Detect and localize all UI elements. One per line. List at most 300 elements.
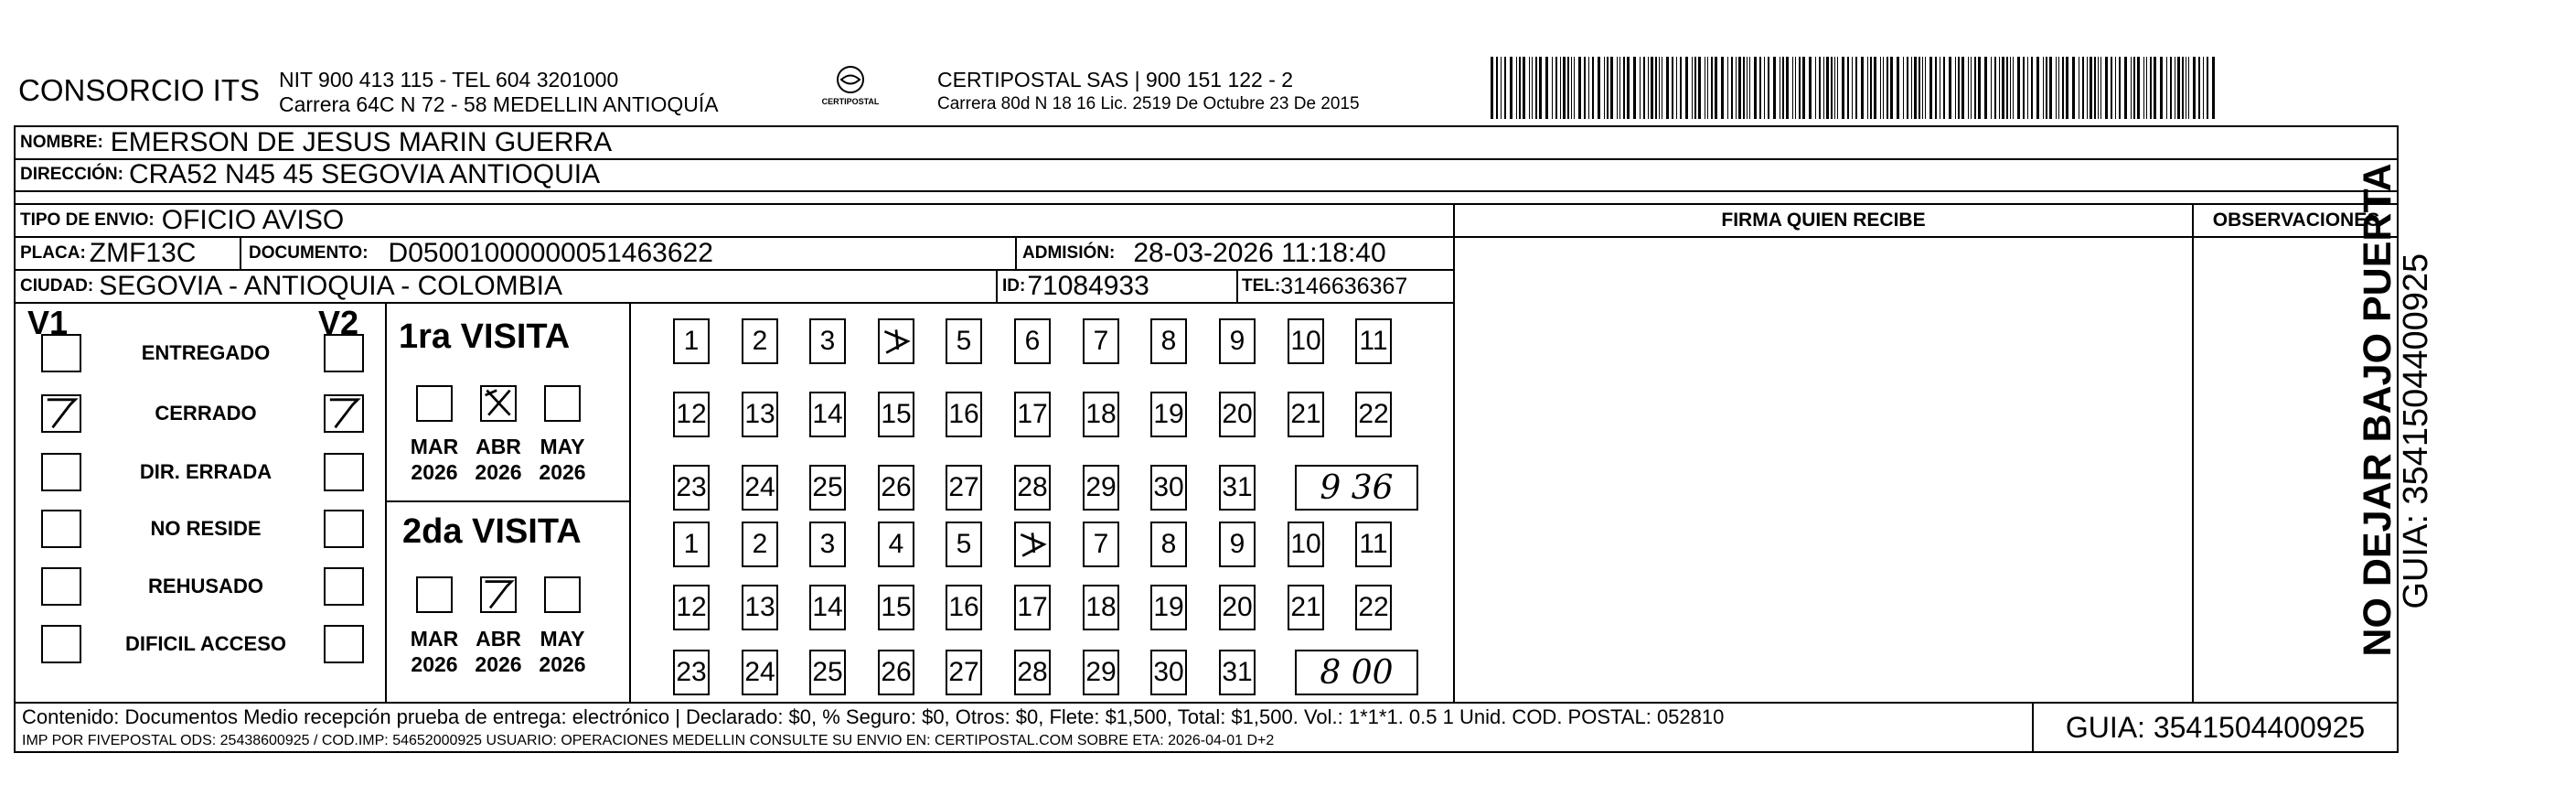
visit-2-day-17[interactable]	[1014, 585, 1051, 630]
barcode-bar	[1949, 57, 1951, 119]
visit-2-month-box-0[interactable]	[416, 576, 453, 613]
visit-2-day-14[interactable]	[809, 585, 846, 630]
direccion-value: CRA52 N45 45 SEGOVIA ANTIOQUIA	[128, 159, 601, 189]
barcode-bar	[1903, 57, 1904, 119]
month-year: 2026	[411, 652, 458, 676]
v2-checkbox-0[interactable]	[324, 334, 364, 372]
visit-1-month-box-1[interactable]	[480, 385, 517, 422]
day-number: 30	[1153, 657, 1184, 687]
barcode-bar	[1749, 57, 1750, 119]
barcode-bar	[1747, 57, 1748, 119]
barcode	[1491, 57, 2222, 119]
barcode-bar	[2010, 57, 2011, 119]
barcode-bar	[1491, 57, 1493, 119]
barcode-bar	[2100, 57, 2101, 119]
visit-2-day-31[interactable]	[1219, 650, 1256, 695]
barcode-bar	[1809, 57, 1812, 119]
barcode-bar	[1786, 57, 1789, 119]
barcode-bar	[1610, 57, 1613, 119]
visit-1-day-2[interactable]	[742, 318, 778, 364]
day-number: 1	[683, 529, 700, 559]
barcode-bar	[2031, 57, 2033, 119]
month-name: ABR	[476, 627, 521, 651]
day-number: 26	[881, 657, 912, 687]
visit-1-month-box-2[interactable]	[544, 385, 581, 422]
barcode-bar	[1633, 57, 1636, 119]
status-label: DIR. ERRADA	[139, 460, 273, 483]
ciudad-label: CIUDAD:	[20, 276, 94, 296]
ciudad-value: SEGOVIA - ANTIOQUIA - COLOMBIA	[99, 271, 562, 301]
day-number: 5	[956, 326, 972, 356]
barcode-bar	[1655, 57, 1657, 119]
day-number: 21	[1290, 399, 1321, 429]
day-number: 20	[1222, 399, 1253, 429]
visit-1-day-27[interactable]	[946, 465, 982, 511]
visit-1-day-18[interactable]	[1083, 392, 1119, 437]
visit-2-title: 2da VISITA	[402, 512, 582, 551]
barcode-bar	[2062, 57, 2064, 119]
handwritten-mark	[482, 387, 515, 420]
status-label: NO RESIDE	[150, 517, 262, 540]
visit-1-day-21[interactable]	[1288, 392, 1324, 437]
barcode-bar	[2166, 57, 2167, 119]
day-number: 29	[1085, 657, 1117, 687]
barcode-bar	[2177, 57, 2180, 119]
day-number: 12	[676, 399, 707, 429]
v2-checkbox-3[interactable]	[324, 510, 364, 548]
barcode-bar	[1883, 57, 1884, 119]
v2-checkbox-4[interactable]	[324, 567, 364, 606]
month-year: 2026	[475, 652, 522, 676]
admision-value: 28-03-2026 11:18:40	[1133, 238, 1386, 268]
barcode-bar	[1588, 57, 1589, 119]
visit-1-day-30[interactable]	[1150, 465, 1187, 511]
barcode-bar	[1874, 57, 1876, 119]
barcode-bar	[1685, 57, 1688, 119]
barcode-bar	[1887, 57, 1888, 119]
barcode-bar	[2082, 57, 2084, 119]
barcode-bar	[1552, 57, 1553, 119]
visit-2-day-27[interactable]	[946, 650, 982, 695]
barcode-bar	[2133, 57, 2135, 119]
barcode-bar	[1627, 57, 1630, 119]
month-year: 2026	[411, 460, 458, 484]
barcode-bar	[2119, 57, 2121, 119]
barcode-bar	[2188, 57, 2189, 119]
nombre-value: EMERSON DE JESUS MARIN GUERRA	[110, 127, 613, 157]
day-number: 5	[956, 529, 972, 559]
v1-checkbox-2[interactable]	[41, 453, 81, 491]
day-number: 28	[1017, 657, 1048, 687]
barcode-bar	[2002, 57, 2004, 119]
barcode-bar	[1598, 57, 1600, 119]
month-year: 2026	[475, 460, 522, 484]
v2-checkbox-1[interactable]	[324, 394, 364, 433]
day-number: 30	[1153, 472, 1184, 502]
visit-2-day-1[interactable]	[673, 522, 710, 567]
visit-1-day-5[interactable]	[946, 318, 982, 364]
day-number: 29	[1085, 472, 1117, 502]
tel-label: TEL:	[1242, 276, 1281, 296]
visit-2-month-label-2	[530, 626, 594, 677]
barcode-bar	[1738, 57, 1741, 119]
barcode-bar	[1867, 57, 1868, 119]
day-number: 11	[1359, 326, 1388, 356]
divider-observaciones	[2192, 203, 2194, 702]
barcode-bar	[1759, 57, 1761, 119]
visit-1-time-handwritten: 9 36	[1295, 465, 1418, 511]
visit-2-day-2[interactable]	[742, 522, 778, 567]
handwritten-mark	[1016, 523, 1049, 565]
barcode-bar	[1643, 57, 1645, 119]
visit-1-day-22[interactable]	[1355, 392, 1392, 437]
visit-2-day-30[interactable]	[1150, 650, 1187, 695]
visit-1-day-17[interactable]	[1014, 392, 1051, 437]
barcode-bar	[1855, 57, 1857, 119]
tipo-value: OFICIO AVISO	[161, 205, 345, 235]
visit-2-day-9[interactable]	[1219, 522, 1256, 567]
visit-1-day-23[interactable]	[673, 465, 710, 511]
day-number: 17	[1017, 399, 1048, 429]
status-label: ENTREGADO	[141, 341, 271, 364]
visit-2-day-18[interactable]	[1083, 585, 1119, 630]
barcode-bar	[2036, 57, 2039, 119]
barcode-bar	[1974, 57, 1976, 119]
v2-checkbox-5[interactable]	[324, 625, 364, 663]
admision-row	[1022, 237, 1386, 270]
visit-1-day-24[interactable]	[742, 465, 778, 511]
documento-label: DOCUMENTO:	[249, 243, 369, 263]
day-number: 27	[948, 472, 979, 502]
day-number: 13	[744, 399, 775, 429]
visit-2-day-29[interactable]	[1083, 650, 1119, 695]
v1-label: V1	[27, 304, 69, 341]
barcode-bar	[1501, 57, 1502, 119]
visit-1-day-14[interactable]	[809, 392, 846, 437]
visit-1-day-19[interactable]	[1150, 392, 1187, 437]
barcode-bar	[1560, 57, 1561, 119]
barcode-bar	[1764, 57, 1765, 119]
barcode-bar	[2198, 57, 2200, 119]
barcode-bar	[1711, 57, 1713, 119]
v2-checkbox-2[interactable]	[324, 453, 364, 491]
barcode-bar	[2017, 57, 2020, 119]
barcode-bar	[1555, 57, 1557, 119]
visit-1-day-10[interactable]	[1288, 318, 1324, 364]
visit-1-day-4[interactable]	[878, 318, 914, 364]
barcode-bar	[1623, 57, 1625, 119]
barcode-bar	[1971, 57, 1972, 119]
day-number: 16	[948, 592, 979, 622]
visit-2-day-3[interactable]	[809, 522, 846, 567]
barcode-bar	[1984, 57, 1987, 119]
barcode-bar	[2131, 57, 2132, 119]
day-number: 23	[676, 472, 707, 502]
id-row	[1002, 270, 1149, 303]
barcode-bar	[1890, 57, 1893, 119]
footer-guia: GUIA: 3541504400925	[2065, 711, 2366, 744]
certipostal-logo-icon	[814, 64, 887, 114]
visit-2-day-26[interactable]	[878, 650, 914, 695]
barcode-bar	[1659, 57, 1660, 119]
barcode-bar	[1955, 57, 1956, 119]
footer-imp: IMP POR FIVEPOSTAL ODS: 25438600925 / COD.IMP: 54652000925 USUARIO: OPERACIONES MEDELLIN CONSULTE SU ENVIO EN: CERTIPOSTAL.COM SOBRE ETA: 2026-04-01 D+2	[22, 733, 1275, 748]
visit-2-day-23[interactable]	[673, 650, 710, 695]
visit-1-day-11[interactable]	[1355, 318, 1392, 364]
admision-label: ADMISIÓN:	[1022, 243, 1116, 263]
visit-2-day-15[interactable]	[878, 585, 914, 630]
visit-2-day-8[interactable]	[1150, 522, 1187, 567]
day-number: 3	[819, 326, 836, 356]
barcode-bar	[1504, 57, 1506, 119]
visit-1-day-3[interactable]	[809, 318, 846, 364]
barcode-bar	[1694, 57, 1696, 119]
visit-1-day-28[interactable]	[1014, 465, 1051, 511]
day-number: 9	[1229, 529, 1245, 559]
barcode-bar	[1968, 57, 1969, 119]
visit-2-day-11[interactable]	[1355, 522, 1392, 567]
barcode-bar	[1880, 57, 1881, 119]
visit-2-day-16[interactable]	[946, 585, 982, 630]
visit-2-day-6[interactable]	[1014, 522, 1051, 567]
day-number: 14	[812, 399, 843, 429]
visit-2-day-10[interactable]	[1288, 522, 1324, 567]
day-number: 3	[819, 529, 836, 559]
barcode-bar	[1935, 57, 1937, 119]
barcode-bar	[1870, 57, 1872, 119]
visit-2-day-21[interactable]	[1288, 585, 1324, 630]
visit-2-month-box-2[interactable]	[544, 576, 581, 613]
barcode-bar	[1861, 57, 1864, 119]
day-number: 16	[948, 399, 979, 429]
barcode-bar	[1826, 57, 1829, 119]
day-number: 6	[1024, 326, 1041, 356]
visit-1-day-15[interactable]	[878, 392, 914, 437]
barcode-bar	[1571, 57, 1572, 119]
placa-label: PLACA:	[20, 243, 86, 263]
visit-2-day-13[interactable]	[742, 585, 778, 630]
visit-1-day-26[interactable]	[878, 465, 914, 511]
visit-1-day-7[interactable]	[1083, 318, 1119, 364]
visit-1-day-6[interactable]	[1014, 318, 1051, 364]
visit-1-day-1[interactable]	[673, 318, 710, 364]
day-number: 12	[676, 592, 707, 622]
visit-1-day-20[interactable]	[1219, 392, 1256, 437]
nombre-row	[20, 126, 612, 159]
day-number: 4	[888, 529, 904, 559]
handwritten-mark	[482, 578, 515, 611]
v1-checkbox-1[interactable]	[41, 394, 81, 433]
barcode-bar	[2043, 57, 2044, 119]
visit-2-time-handwritten: 8 00	[1295, 650, 1418, 695]
visit-1-month-label-2	[530, 434, 594, 485]
visit-2-day-28[interactable]	[1014, 650, 1051, 695]
barcode-bar	[2124, 57, 2127, 119]
barcode-bar	[1648, 57, 1649, 119]
barcode-bar	[2098, 57, 2099, 119]
barcode-bar	[1925, 57, 1926, 119]
barcode-bar	[1831, 57, 1833, 119]
handwritten-mark	[880, 320, 913, 362]
barcode-bar	[1754, 57, 1757, 119]
day-number: 21	[1290, 592, 1321, 622]
barcode-bar	[2207, 57, 2208, 119]
visit-2-day-24[interactable]	[742, 650, 778, 695]
visit-1-day-31[interactable]	[1219, 465, 1256, 511]
barcode-bar	[2193, 57, 2196, 119]
barcode-bar	[1958, 57, 1960, 119]
barcode-bar	[1707, 57, 1708, 119]
status-label: CERRADO	[155, 402, 257, 425]
tipo-row	[20, 204, 344, 237]
visit-1-day-29[interactable]	[1083, 465, 1119, 511]
visit-2-day-22[interactable]	[1355, 585, 1392, 630]
barcode-bar	[1523, 57, 1525, 119]
visit-2-month-box-1[interactable]	[480, 576, 517, 613]
barcode-bar	[1795, 57, 1796, 119]
certipostal-line-1: CERTIPOSTAL SAS | 900 151 122 - 2	[937, 68, 1294, 91]
month-name: MAR	[410, 627, 459, 651]
barcode-bar	[1978, 57, 1981, 119]
barcode-bar	[2058, 57, 2059, 119]
barcode-bar	[1676, 57, 1677, 119]
day-number: 22	[1358, 592, 1389, 622]
barcode-bar	[2013, 57, 2014, 119]
visit-2-month-label-1	[466, 626, 530, 677]
visit-1-day-8[interactable]	[1150, 318, 1187, 364]
visit-1-month-box-0[interactable]	[416, 385, 453, 422]
barcode-bar	[1529, 57, 1530, 119]
barcode-bar	[1768, 57, 1769, 119]
barcode-bar	[1539, 57, 1542, 119]
barcode-bar	[1666, 57, 1669, 119]
barcode-bar	[2046, 57, 2047, 119]
v1-checkbox-0[interactable]	[41, 334, 81, 372]
day-number: 25	[812, 657, 843, 687]
barcode-bar	[1640, 57, 1641, 119]
visit-1-day-25[interactable]	[809, 465, 846, 511]
day-number: 24	[744, 472, 775, 502]
barcode-bar	[2049, 57, 2052, 119]
day-number: 13	[744, 592, 775, 622]
barcode-bar	[2203, 57, 2204, 119]
barcode-bar	[1617, 57, 1618, 119]
barcode-bar	[2146, 57, 2147, 119]
company-name: CONSORCIO ITS	[18, 73, 261, 107]
barcode-bar	[1496, 57, 1498, 119]
barcode-bar	[1911, 57, 1912, 119]
side-guia: GUIA: 3541504400925	[2397, 253, 2435, 609]
barcode-bar	[1567, 57, 1569, 119]
barcode-bar	[1727, 57, 1728, 119]
placa-value: ZMF13C	[89, 238, 197, 268]
barcode-bar	[2027, 57, 2028, 119]
status-label: REHUSADO	[148, 575, 263, 597]
barcode-bar	[2154, 57, 2156, 119]
barcode-bar	[2023, 57, 2025, 119]
day-number: 1	[683, 326, 700, 356]
barcode-bar	[1607, 57, 1609, 119]
v1-checkbox-3[interactable]	[41, 510, 81, 548]
visit-2-day-12[interactable]	[673, 585, 710, 630]
v1-checkbox-5[interactable]	[41, 625, 81, 663]
visit-1-day-9[interactable]	[1219, 318, 1256, 364]
visit-2-month-label-0	[402, 626, 466, 677]
barcode-bar	[1692, 57, 1693, 119]
certipostal-line-2: Carrera 80d N 18 16 Lic. 2519 De Octubre 23 De 2015	[937, 94, 1360, 113]
barcode-bar	[1698, 57, 1701, 119]
barcode-bar	[2143, 57, 2144, 119]
v1-checkbox-4[interactable]	[41, 567, 81, 606]
day-number: 27	[948, 657, 979, 687]
barcode-bar	[2111, 57, 2112, 119]
handwritten-mark	[326, 396, 362, 431]
placa-row	[20, 237, 196, 270]
barcode-bar	[1842, 57, 1844, 119]
visit-2-day-20[interactable]	[1219, 585, 1256, 630]
barcode-bar	[1773, 57, 1776, 119]
barcode-bar	[1847, 57, 1849, 119]
tel-row	[1242, 270, 1407, 303]
direccion-label: DIRECCIÓN:	[20, 165, 123, 184]
visit-2-day-7[interactable]	[1083, 522, 1119, 567]
visit-1-month-label-0	[402, 434, 466, 485]
day-number: 26	[881, 472, 912, 502]
day-number: 7	[1093, 529, 1109, 559]
visit-2-day-19[interactable]	[1150, 585, 1187, 630]
visit-2-day-25[interactable]	[809, 650, 846, 695]
no-dejar-bajo-puerta: NO DEJAR BAJO PUERTA	[2356, 163, 2400, 657]
barcode-bar	[1563, 57, 1566, 119]
visit-2-day-5[interactable]	[946, 522, 982, 567]
visit-2-day-4[interactable]	[878, 522, 914, 567]
day-number: 28	[1017, 472, 1048, 502]
barcode-bar	[1535, 57, 1537, 119]
barcode-bar	[1715, 57, 1717, 119]
day-number: 2	[752, 326, 768, 356]
barcode-bar	[1834, 57, 1835, 119]
barcode-bar	[1782, 57, 1784, 119]
barcode-bar	[1897, 57, 1899, 119]
visit-1-title: 1ra VISITA	[399, 317, 571, 356]
month-name: MAY	[540, 435, 585, 458]
barcode-bar	[1731, 57, 1733, 119]
day-number: 15	[881, 399, 912, 429]
barcode-bar	[2170, 57, 2172, 119]
barcode-bar	[1929, 57, 1932, 119]
visit-1-day-16[interactable]	[946, 392, 982, 437]
tel-value: 3146636367	[1280, 273, 1408, 299]
barcode-bar	[2160, 57, 2163, 119]
barcode-bar	[2066, 57, 2068, 119]
barcode-bar	[1592, 57, 1594, 119]
certipostal-logo	[814, 64, 887, 114]
id-value: 71084933	[1027, 271, 1149, 301]
visit-1-day-12[interactable]	[673, 392, 710, 437]
day-number: 14	[812, 592, 843, 622]
barcode-bar	[2105, 57, 2108, 119]
handwritten-mark	[43, 396, 80, 431]
barcode-bar	[1516, 57, 1517, 119]
day-number: 11	[1359, 529, 1388, 559]
firma-header: FIRMA QUIEN RECIBE	[1721, 210, 1926, 231]
visit-1-day-13[interactable]	[742, 392, 778, 437]
month-name: MAY	[540, 627, 585, 651]
barcode-bar	[1999, 57, 2000, 119]
barcode-bar	[1802, 57, 1805, 119]
day-number: 22	[1358, 399, 1389, 429]
day-number: 31	[1222, 472, 1253, 502]
